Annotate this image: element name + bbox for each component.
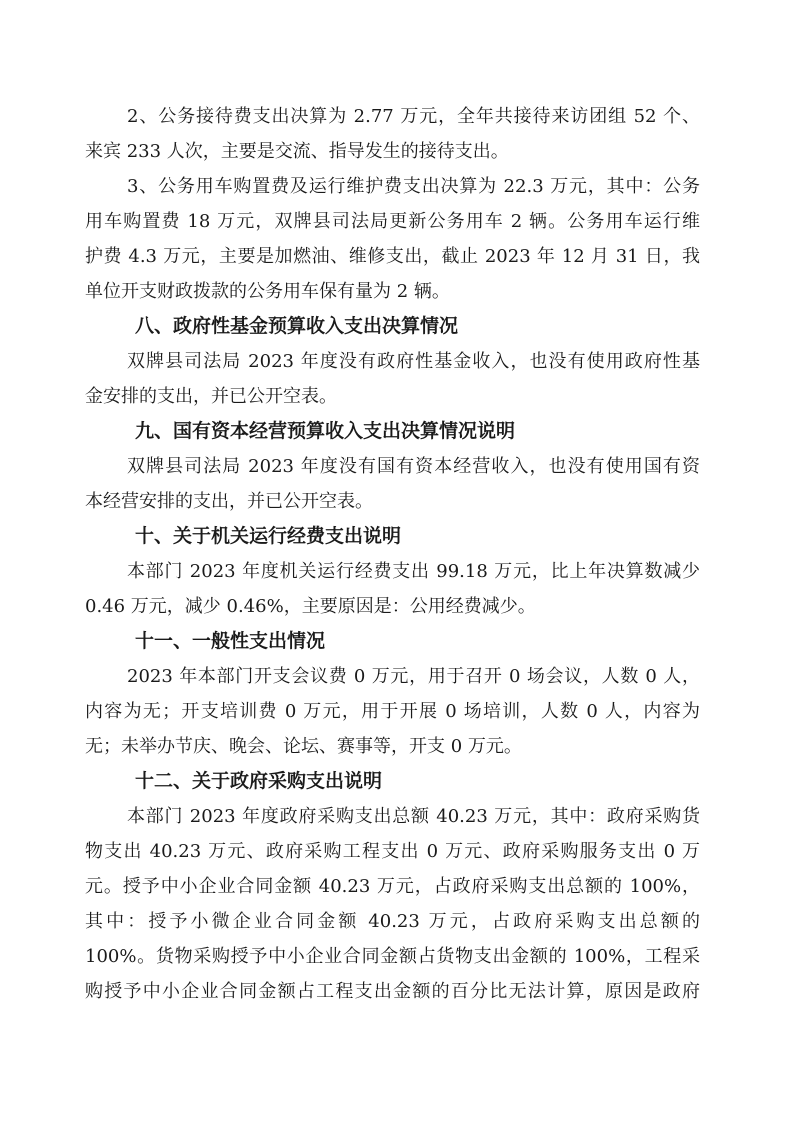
text-line: 物支出 40.23 万元、政府采购工程支出 0 万元、政府采购服务支出 0 万 <box>85 841 700 862</box>
text-line: 100%。货物采购授予中小企业合同金额占货物支出金额的 100%，工程采 <box>85 946 700 967</box>
text-line: 双牌县司法局 2023 年度没有国有资本经营收入，也没有使用国有资 <box>127 456 700 477</box>
section-heading <box>85 624 700 659</box>
text-line: 内容为无；开支培训费 0 万元，用于开展 0 场培训，人数 0 人，内容为 <box>85 701 700 722</box>
text-line: 用车购置费 18 万元，双牌县司法局更新公务用车 2 辆。公务用车运行维 <box>85 211 700 232</box>
text-line: 单位开支财政拨款的公务用车保有量为 2 辆。 <box>85 281 450 302</box>
body-paragraph <box>85 99 700 169</box>
text-line: 护费 4.3 万元，主要是加燃油、维修支出，截止 2023 年 12 月 31 日，我 <box>85 246 700 267</box>
text-line: 来宾 233 人次，主要是交流、指导发生的接待支出。 <box>85 141 509 162</box>
body-paragraph <box>85 449 700 519</box>
section-heading <box>85 309 700 344</box>
section-heading <box>85 414 700 449</box>
heading-text-line: 十一、一般性支出情况 <box>135 630 326 652</box>
text-line: 3、公务用车购置费及运行维护费支出决算为 22.3 万元，其中：公务 <box>127 176 700 197</box>
text-line: 0.46 万元，减少 0.46%，主要原因是：公用经费减少。 <box>85 596 536 617</box>
document-body <box>85 99 700 1009</box>
text-line: 2、公务接待费支出决算为 2.77 万元，全年共接待来访团组 52 个、 <box>127 106 700 127</box>
heading-text-line: 九、国有资本经营预算收入支出决算情况说明 <box>135 420 516 442</box>
body-paragraph <box>85 554 700 624</box>
heading-text-line: 十、关于机关运行经费支出说明 <box>135 525 402 547</box>
body-paragraph <box>85 169 700 309</box>
text-line: 购授予中小企业合同金额占工程支出金额的百分比无法计算，原因是政府 <box>85 981 700 1002</box>
body-paragraph <box>85 659 700 764</box>
text-line: 双牌县司法局 2023 年度没有政府性基金收入，也没有使用政府性基 <box>127 351 700 372</box>
section-heading <box>85 519 700 554</box>
section-heading <box>85 764 700 799</box>
body-paragraph <box>85 344 700 414</box>
heading-text-line: 十二、关于政府采购支出说明 <box>135 770 383 792</box>
text-line: 元。授予中小企业合同金额 40.23 万元，占政府采购支出总额的 100%， <box>85 876 700 897</box>
text-line: 其中：授予小微企业合同金额 40.23 万元，占政府采购支出总额的 <box>85 911 700 932</box>
text-line: 无；未举办节庆、晚会、论坛、赛事等，开支 0 万元。 <box>85 736 522 757</box>
body-paragraph <box>85 799 700 1009</box>
text-line: 本部门 2023 年度机关运行经费支出 99.18 万元，比上年决算数减少 <box>127 561 700 582</box>
text-line: 2023 年本部门开支会议费 0 万元，用于召开 0 场会议，人数 0 人， <box>127 666 700 687</box>
heading-text-line: 八、政府性基金预算收入支出决算情况 <box>135 315 459 337</box>
text-line: 本部门 2023 年度政府采购支出总额 40.23 万元，其中：政府采购货 <box>127 806 700 827</box>
text-line: 金安排的支出，并已公开空表。 <box>85 386 337 407</box>
text-line: 本经营安排的支出，并已公开空表。 <box>85 491 373 512</box>
